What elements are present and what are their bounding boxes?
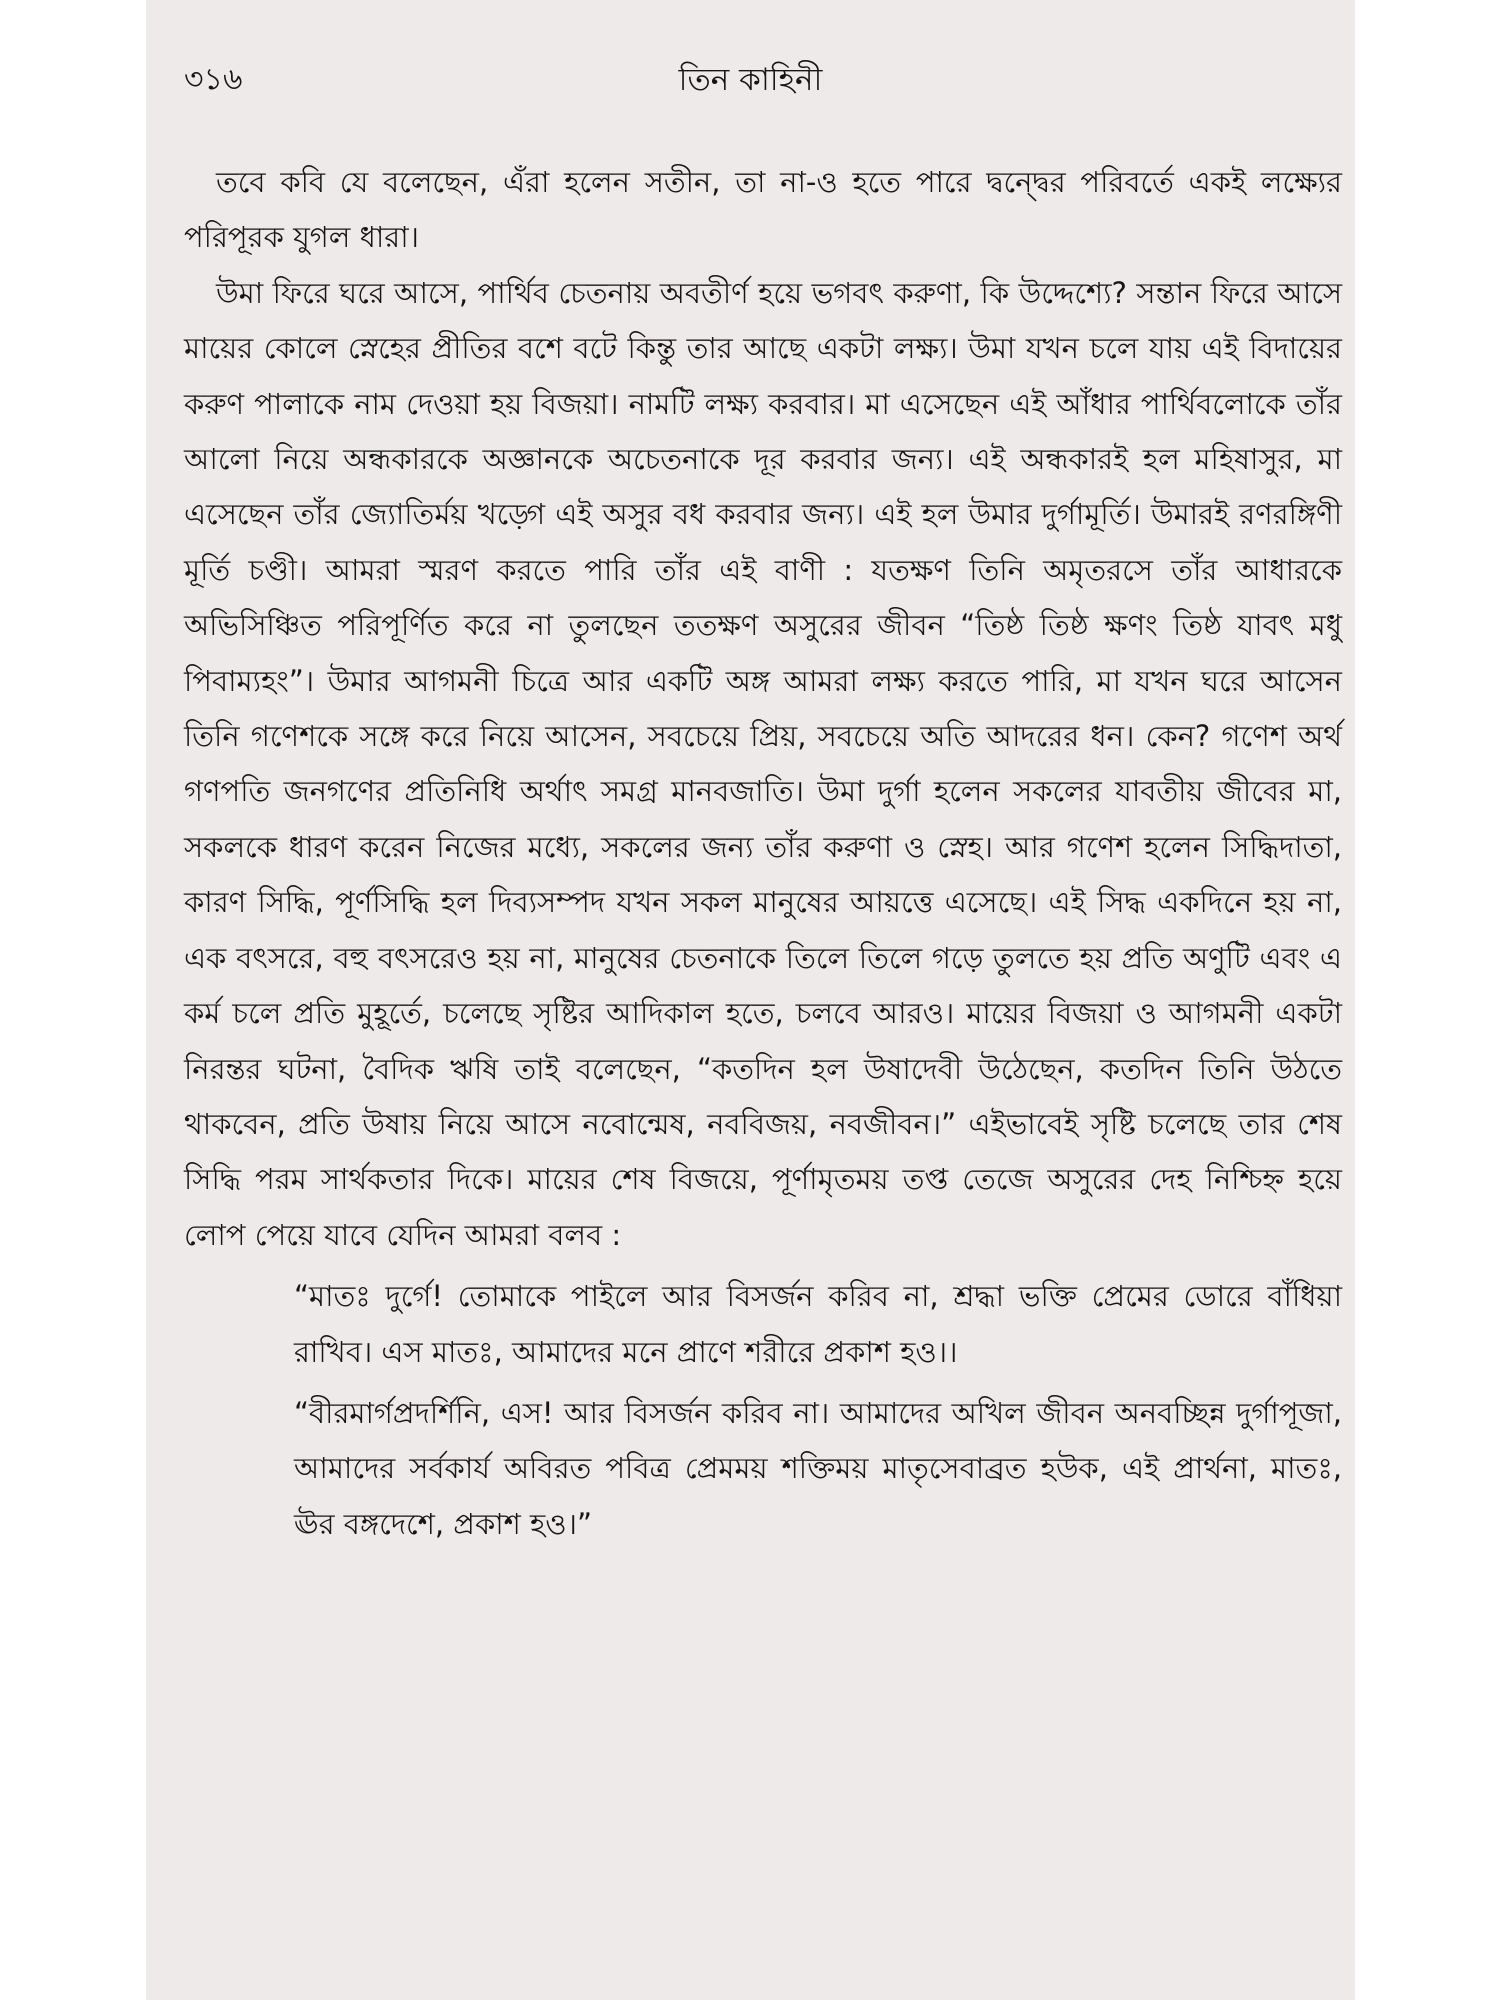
page-number: ৩১৬ [184, 62, 243, 97]
quote-2: “বীরমার্গপ্রদর্শিনি, এস! আর বিসর্জন করিব না। আমাদের অখিল জীবন অনবচ্ছিন্ন দুর্গাপূজা, আমাদের সর্বকার্য অবিরত পবিত্র প্রেমময় শক্তিময় মাতৃসেবাব্রত হউক, এই প্রার্থনা, মাতঃ, ঊর বঙ্গদেশে, প্রকাশ হও।” [294, 1395, 1342, 1541]
paragraph-2: উমা ফিরে ঘরে আসে, পার্থিব চেতনায় অবতীর্ণ হয়ে ভগবৎ করুণা, কি উদ্দেশ্যে? সন্তান ফিরে আসে মায়ের কোলে স্নেহের প্রীতির বশে বটে কিন্তু তার আছে একটা লক্ষ্য। উমা যখন চলে যায় এই বিদায়ের করুণ পালাকে নাম দেওয়া হয় বিজয়া। নামটি লক্ষ্য করবার। মা এসেছেন এই আঁধার পার্থিবলোকে তাঁর আলো নিয়ে অন্ধকারকে অজ্ঞানকে অচেতনাকে দূর করবার জন্য। এই অন্ধকারই হল মহিষাসুর, মা এসেছেন তাঁর জ্যোতির্ময় খড়্গে এই অসুর বধ করবার জন্য। এই হল উমার দুর্গামূর্তি। উমারই রণরঙ্গিণী মূর্তি চণ্ডী। আমরা স্মরণ করতে পারি তাঁর এই বাণী : যতক্ষণ তিনি অমৃতরসে তাঁর আধারকে অভিসিঞ্চিত পরিপূর্ণিত করে না তুলছেন ততক্ষণ অসুরের জীবন “তিষ্ঠ তিষ্ঠ ক্ষণং তিষ্ঠ যাবৎ মধু পিবাম্যহং”। উমার আগমনী চিত্রে আর একটি অঙ্গ আমরা লক্ষ্য করতে পারি, মা যখন ঘরে আসেন তিনি গণেশকে সঙ্গে করে নিয়ে আসেন, সবচেয়ে প্রিয়, সবচেয়ে অতি আদরের ধন। কেন? গণেশ অর্থ গণপতি জনগণের প্রতিনিধি অর্থাৎ সমগ্র মানবজাতি। উমা দুর্গা হলেন সকলের যাবতীয় জীবের মা, সকলকে ধারণ করেন নিজের মধ্যে, সকলের জন্য তাঁর করুণা ও স্নেহ। আর গণেশ হলেন সিদ্ধিদাতা, কারণ সিদ্ধি, পূর্ণসিদ্ধি হল দিব্যসম্পদ যখন সকল মানুষের আয়ত্তে এসেছে। এই সিদ্ধ একদিনে হয় না, এক বৎসরে, বহু বৎসরেও হয় না, মানুষের চেতনাকে তিলে তিলে গড়ে তুলতে হয় প্রতি অণুটি এবং এ কর্ম চলে প্রতি মুহূর্তে, চলেছে সৃষ্টির আদিকাল হতে, চলবে আরও। মায়ের বিজয়া ও আগমনী একটা নিরন্তর ঘটনা, বৈদিক ঋষি তাই বলেছেন, “কতদিন হল উষাদেবী উঠেছেন, কতদিন তিনি উঠতে থাকবেন, প্রতি উষায় নিয়ে আসে নবোন্মেষ, নববিজয়, নবজীবন।” এইভাবেই সৃষ্টি চলেছে তার শেষ সিদ্ধি পরম সার্থকতার দিকে। মায়ের শেষ বিজয়ে, পূর্ণামৃতময় তপ্ত তেজে অসুরের দেহ নিশ্চিহ্ন হয়ে লোপ পেয়ে যাবে যেদিন আমরা বলব : [184, 275, 1342, 1252]
running-title: তিন কাহিনী [678, 62, 823, 98]
quoted-prayers [294, 1269, 1342, 1552]
paragraph-1: তবে কবি যে বলেছেন, এঁরা হলেন সতীন, তা না-ও হতে পারে দ্বন্দ্বের পরিবর্তে একই লক্ষ্যের পরিপূরক যুগল ধারা। [184, 165, 1342, 255]
page-body [184, 155, 1342, 1558]
book-page [146, 0, 1355, 2000]
quote-1: “মাতঃ দুর্গে! তোমাকে পাইলে আর বিসর্জন করিব না, শ্রদ্ধা ভক্তি প্রেমের ডোরে বাঁধিয়া রাখিব। এস মাতঃ, আমাদের মনে প্রাণে শরীরে প্রকাশ হও।। [294, 1279, 1342, 1369]
